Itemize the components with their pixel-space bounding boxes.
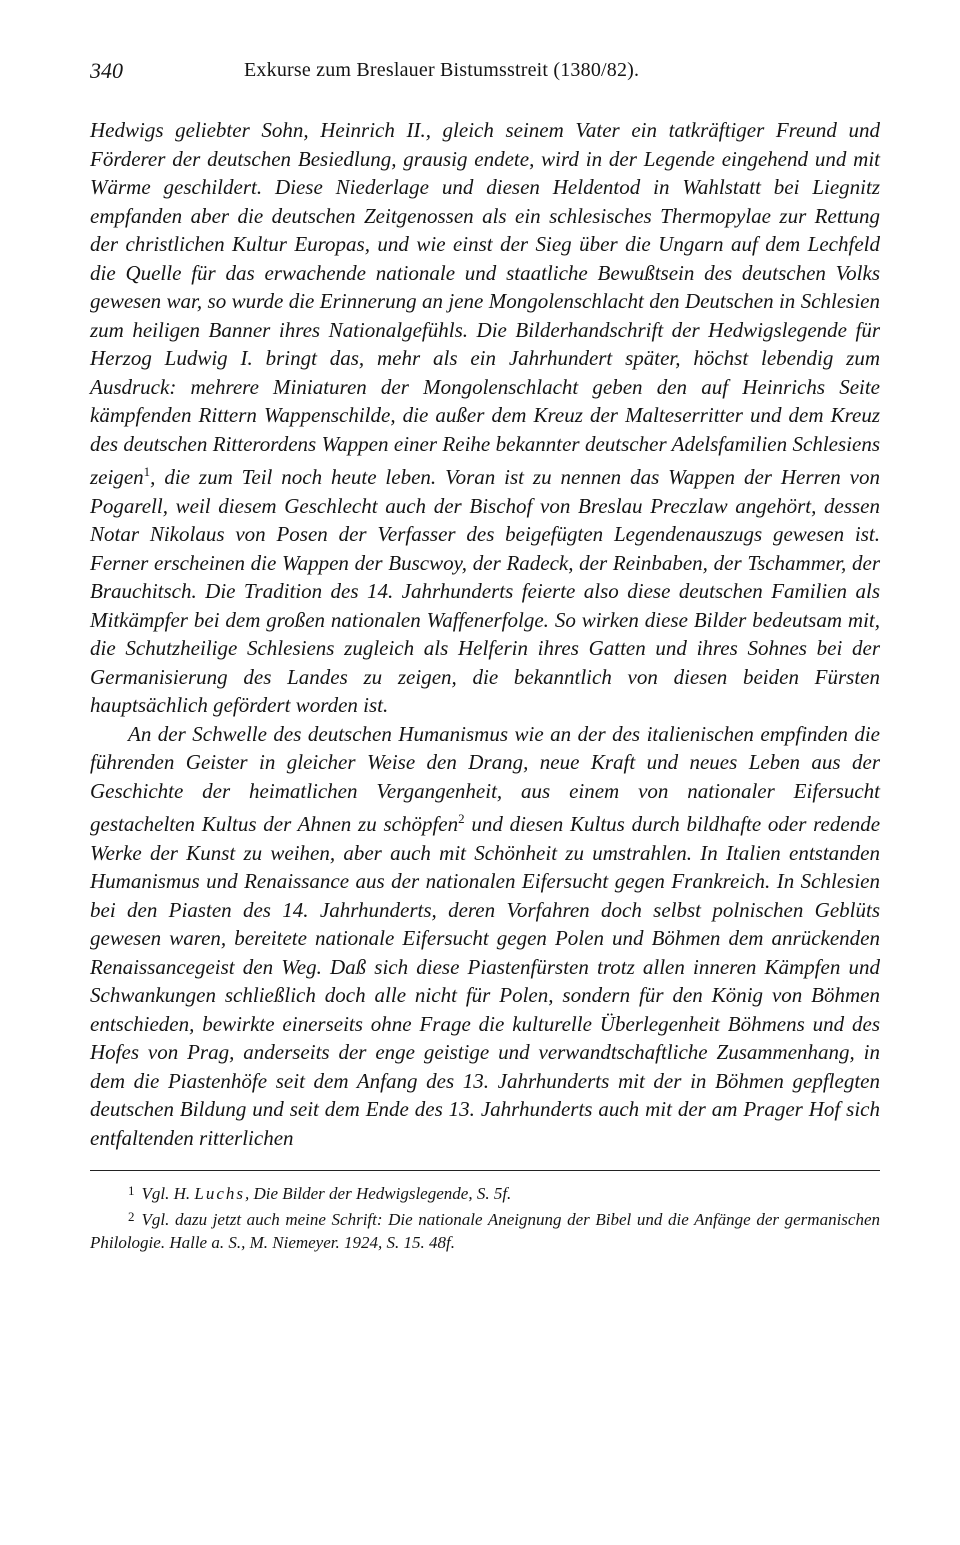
footnotes <box>90 1179 880 1254</box>
running-title: Exkurse zum Breslauer Bistumsstreit (1380/82). <box>244 59 640 81</box>
paragraph <box>90 116 880 720</box>
paragraph-text: Hedwigs geliebter Sohn, Heinrich II., gleich seinem Vater ein tatkräftiger Freund und Förderer der deutschen Besiedlung, grausig endete, wird in der Legende eingehend und mit Wärme geschildert. Diese Niederlage und diesen Heldentod in Wahlstatt bei Liegnitz empfanden aber die deutschen Zeitgenossen als ein schlesisches Thermopylae zur Rettung der christlichen Kultur Europas, und wie einst der Sieg über die Ungarn auf dem Lechfeld die Quelle für das erwachende nationale und staatliche Bewußtsein des deutschen Volks gewesen war, so wurde die Erinnerung an jene Mongolenschlacht den Deutschen in Schlesien zum heiligen Banner ihres Nationalgefühls. Die Bilderhandschrift der Hedwigslegende für Herzog Ludwig I. bringt das, mehr als ein Jahrhundert später, höchst lebendig zum Ausdruck: mehrere Miniaturen der Mongolenschlacht geben den auf Heinrichs Seite kämpfenden Rittern Wappenschilde, die außer dem Kreuz der Malteserritter und dem Kreuz des deutschen Ritterordens Wappen einer Reihe bekannter deutscher Adelsfamilien Schlesiens zeigen <box>90 118 880 489</box>
footnote-text: Vgl. dazu jetzt auch meine Schrift: Die nationale Aneignung der Bibel und die Anfänge der germanischen Philologie. Halle a. S., M. Niemeyer. 1924, S. 15. 48f. <box>90 1210 880 1252</box>
page-header <box>90 58 880 98</box>
book-page <box>90 58 880 1254</box>
paragraph <box>90 720 880 1153</box>
footnote <box>90 1179 880 1205</box>
main-text <box>90 116 880 1152</box>
footnote-reference: 1 <box>143 464 151 479</box>
footnote-reference: 2 <box>458 811 465 826</box>
footnote <box>90 1205 880 1254</box>
footnote-text: , Die Bilder der Hedwigslegende, S. 5f. <box>245 1184 512 1203</box>
paragraph-text-continued: und diesen Kultus durch bildhafte oder redende Werke der Kunst zu weihen, aber auch mit Schönheit zu umstrahlen. In Italien entstanden Humanismus und Renaissance aus der nationalen Eifersucht gegen Frankreich. In Schlesien bei den Piasten des 14. Jahrhunderts, deren Vorfahren doch selbst polnischen Geblüts gewesen waren, bereitete nationale Eifersucht gegen Polen und Böhmen dem anrückenden Renaissancegeist den Weg. Daß sich diese Piastenfürsten trotz allen inneren Kämpfen und Schwankungen schließlich doch alle nicht für Polen, sondern für den König von Böhmen entschieden, bewirkte einerseits ohne Frage die kulturelle Überlegenheit Böhmens und des Hofes von Prag, anderseits der enge geistige und verwandtschaftliche Zusammenhang, in dem die Piastenhöfe seit dem Anfang des 13. Jahrhunderts mit der in Böhmen gepflegten deutschen Bildung und seit dem Ende des 13. Jahrhunderts auch mit der am Prager Hof sich entfaltenden ritterlichen <box>90 812 881 1150</box>
footnote-prefix: Vgl. H. <box>141 1184 195 1203</box>
paragraph-text-continued: , die zum Teil noch heute leben. Voran ist zu nennen das Wappen der Herren von Pogarell, weil diesem Geschlecht auch der Bischof von Breslau Preczlaw angehört, dessen Notar Nikolaus von Posen der Verfasser des beigefügten Legendenauszugs gewesen ist. Ferner erscheinen die Wappen der Buscwoy, der Radeck, der Reinbaben, der Tschammer, der Brauchitsch. Die Tradition des 14. Jahrhunderts feierte also diese deutschen Familien als Mitkämpfer bei dem großen nationalen Waffenerfolge. So wirken diese Bilder bedeutsam mit, die Schutzheilige Schlesiens zugleich als Helferin ihres Gatten und ihres Sohnes bei der Germanisierung des Landes zu zeigen, die bekanntlich von diesen beiden Fürsten hauptsächlich gefördert worden ist. <box>90 465 880 717</box>
footnote-author: Luchs <box>194 1184 246 1203</box>
paragraph-text: An der Schwelle des deutschen Humanismus wie an der des italienischen empfinden die führenden Geister in gleicher Weise den Drang, neue Kraft und neues Leben aus der Geschichte der heimatlichen Vergangenheit, aus einem von nationaler Eifersucht gestachelten Kultus der Ahnen zu schöpfen <box>90 721 880 836</box>
footnote-marker: 2 <box>128 1209 135 1224</box>
footnote-separator <box>90 1170 880 1171</box>
page-number: 340 <box>90 58 123 83</box>
footnote-marker: 1 <box>128 1183 135 1198</box>
